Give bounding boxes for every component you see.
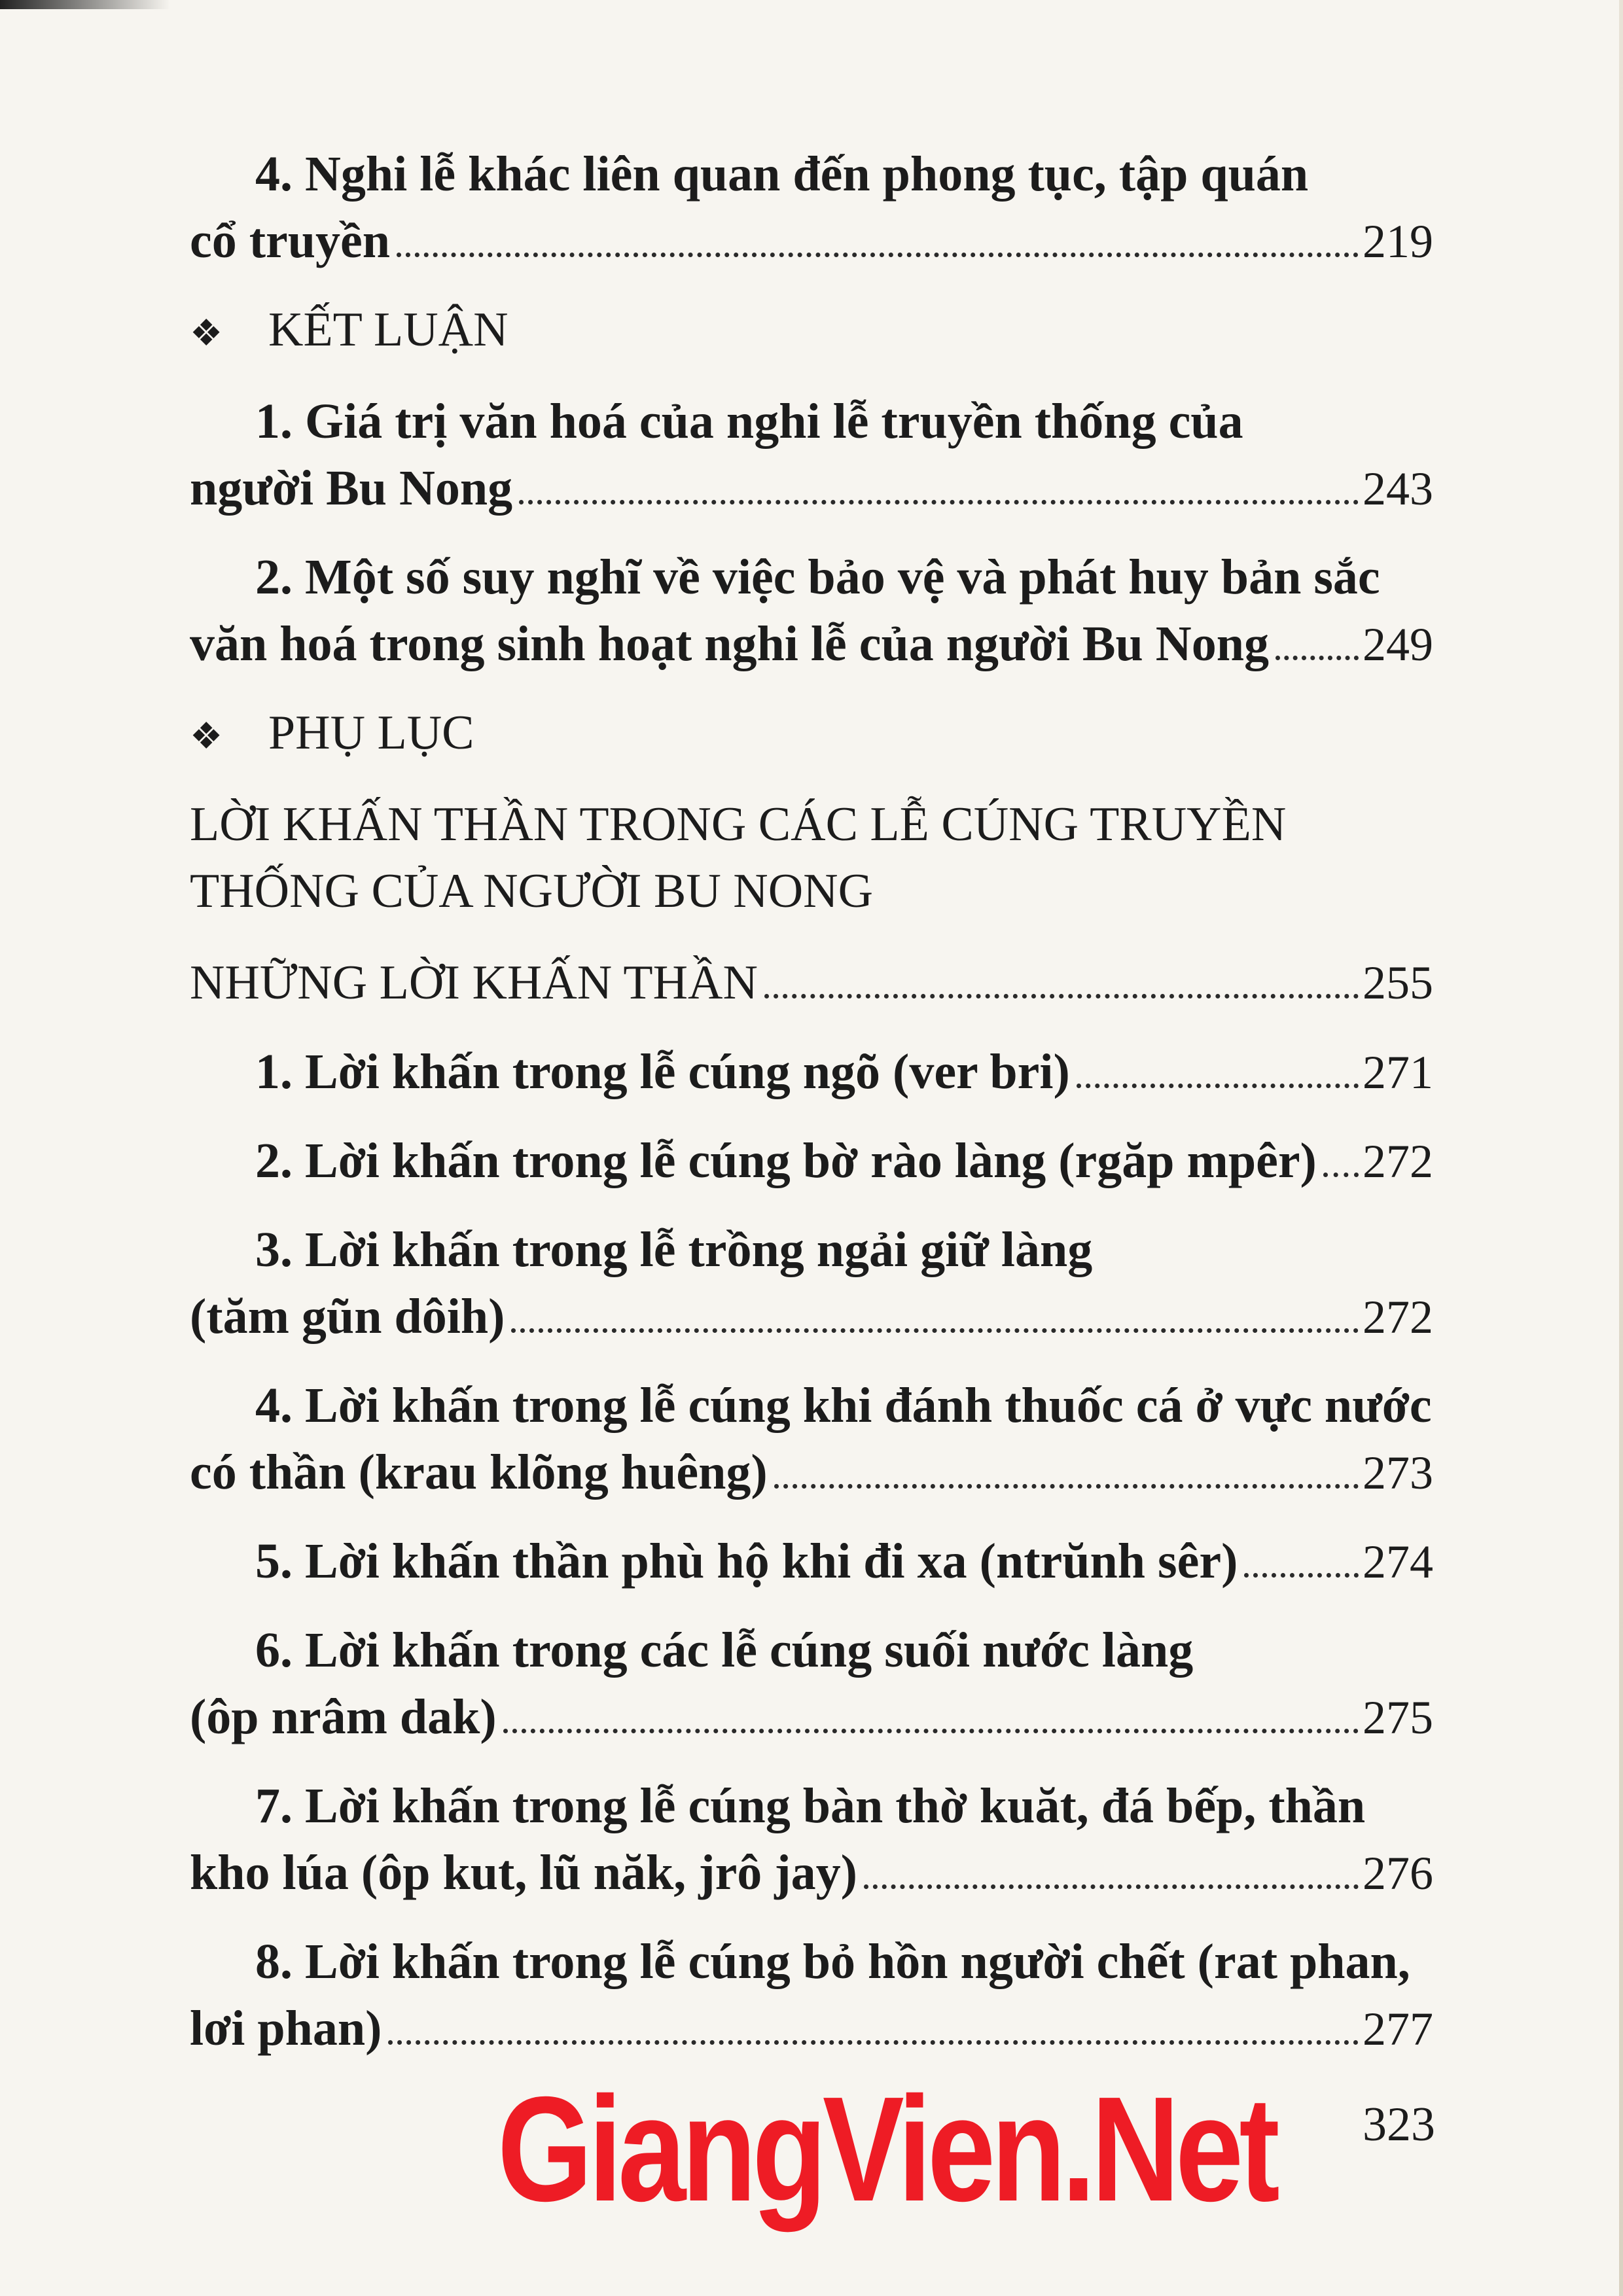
toc-entry-prayer-3[interactable] (190, 1216, 1433, 1350)
toc-entry-line: 2. Một số suy nghĩ về việc bảo vệ và phát huy bản sắc (255, 550, 1380, 605)
toc-entry-line: có thần (krau klõng huêng) (190, 1445, 768, 1500)
toc-section-phu-luc[interactable] (190, 699, 1433, 766)
toc-page-number: 271 (1363, 1046, 1433, 1099)
toc-entry-line: 5. Lời khấn thần phù hộ khi đi xa (ntrŭnh sêr) (255, 1534, 1238, 1589)
toc-page-number: 219 (1363, 215, 1433, 268)
toc-entry-line: 8. Lời khấn trong lễ cúng bỏ hồn người chết (rat phan, (255, 1934, 1410, 1989)
toc-entry-prayer-6[interactable] (190, 1617, 1433, 1750)
toc-page-number: 249 (1363, 618, 1433, 671)
toc-entry-prayers-list[interactable] (190, 949, 1433, 1016)
toc-entry-line: kho lúa (ôp kut, lũ năk, jrô jay) (190, 1845, 857, 1900)
toc-entry-4-other-rituals[interactable] (190, 141, 1433, 274)
toc-entry-line: THỐNG CỦA NGƯỜI BU NONG (190, 864, 874, 918)
section-heading: KẾT LUẬN (268, 303, 508, 357)
toc-entry-line: 6. Lời khấn trong các lễ cúng suối nước làng (255, 1623, 1194, 1678)
toc-entry-line: LỜI KHẤN THẦN TRONG CÁC LỄ CÚNG TRUYỀN (190, 798, 1287, 851)
toc-page-number: 274 (1363, 1536, 1433, 1588)
toc-entry-line: 4. Lời khấn trong lễ cúng khi đánh thuốc cá ở vực nước (255, 1378, 1432, 1433)
toc-entry-line: NHỮNG LỜI KHẤN THẦN (190, 956, 758, 1010)
dot-leader (1244, 1573, 1359, 1578)
dot-leader (1077, 1084, 1359, 1088)
page-edge (1619, 0, 1623, 2296)
toc-heading-prayers[interactable] (190, 791, 1433, 925)
diamond-bullet-icon: ❖ (190, 313, 223, 354)
page-number: 323 (1363, 2098, 1435, 2151)
toc-entry-line: 1. Lời khấn trong lễ cúng ngõ (ver bri) (255, 1044, 1070, 1099)
toc-entry-1-cultural-value[interactable] (190, 388, 1433, 521)
toc-page-number: 277 (1363, 2003, 1433, 2055)
toc-entry-line: 2. Lời khấn trong lễ cúng bờ rào làng (rgăp mpêr) (255, 1133, 1317, 1188)
dot-leader (774, 1484, 1359, 1489)
dot-leader (503, 1729, 1359, 1733)
toc-entry-prayer-5[interactable] (190, 1528, 1433, 1595)
toc-entry-line: người Bu Nong (190, 461, 513, 516)
toc-page-number: 275 (1363, 1691, 1433, 1744)
toc-page-number: 243 (1363, 463, 1433, 515)
diamond-bullet-icon: ❖ (190, 716, 223, 757)
toc-entry-line: (ôp nrâm dak) (190, 1689, 497, 1744)
toc-entry-line: 4. Nghi lễ khác liên quan đến phong tục, tập quán (255, 147, 1309, 202)
toc-entry-prayer-7[interactable] (190, 1773, 1433, 1906)
toc-page-number: 272 (1363, 1291, 1433, 1343)
toc-page-number: 255 (1363, 957, 1433, 1009)
dot-leader (388, 2040, 1359, 2045)
dot-leader (511, 1328, 1359, 1333)
toc-page-number: 276 (1363, 1847, 1433, 1899)
toc-section-ket-luan[interactable] (190, 296, 1433, 363)
dot-leader (1323, 1173, 1359, 1177)
toc-entry-2-preservation[interactable] (190, 544, 1433, 677)
dot-leader (519, 500, 1359, 504)
dot-leader (1275, 656, 1359, 660)
table-of-contents (190, 141, 1433, 2062)
toc-entry-prayer-8[interactable] (190, 1928, 1433, 2062)
toc-entry-line: 3. Lời khấn trong lễ trồng ngải giữ làng (255, 1222, 1093, 1277)
scan-edge-shadow (0, 0, 170, 9)
toc-entry-line: (tăm gũn dôih) (190, 1289, 505, 1344)
dot-leader (397, 253, 1359, 257)
dot-leader (764, 994, 1359, 998)
watermark-logo: GiangVien.Net (497, 2066, 1276, 2233)
toc-entry-prayer-2[interactable] (190, 1127, 1433, 1194)
section-heading: PHỤ LỤC (268, 706, 474, 760)
toc-page-number: 272 (1363, 1135, 1433, 1188)
toc-entry-line: văn hoá trong sinh hoạt nghi lễ của người Bu Nong (190, 616, 1269, 671)
toc-entry-line: cổ truyền (190, 213, 391, 268)
toc-entry-line: 7. Lời khấn trong lễ cúng bàn thờ kuăt, đá bếp, thần (255, 1778, 1366, 1833)
dot-leader (864, 1884, 1359, 1889)
toc-entry-line: lơi phan) (190, 2001, 382, 2056)
toc-entry-prayer-4[interactable] (190, 1372, 1433, 1506)
toc-entry-line: 1. Giá trị văn hoá của nghi lễ truyền thống của (255, 394, 1243, 449)
toc-entry-prayer-1[interactable] (190, 1038, 1433, 1105)
toc-page-number: 273 (1363, 1447, 1433, 1499)
